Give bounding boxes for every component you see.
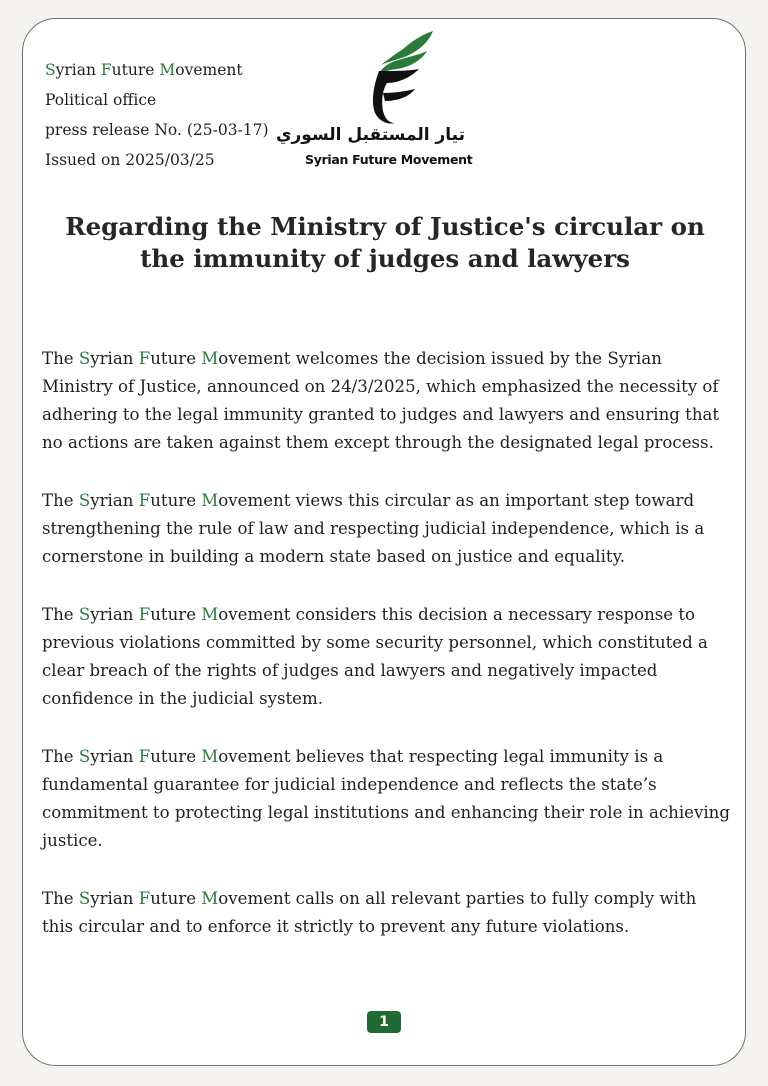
org-word-ovement: ovement [175,61,243,79]
paragraph: The Syrian Future Movement welcomes the decision issued by the Syrian Ministry of Justice, announced on 24/3/2025, which emphasized the necessity of adhering to the legal immunity granted to judges and lawyers and ensuring that no actions are taken against them except through the designated legal process. [42,349,720,452]
logo-arabic-text: تيار المستقبل السوري [275,125,465,145]
press-release-line: press release No. (25-03-17) [45,121,269,139]
title-line-1: Regarding the Ministry of Justice's circular on [65,212,705,241]
office-line: Political office [45,91,157,109]
paragraph: The Syrian Future Movement believes that respecting legal immunity is a fundamental guarantee for judicial independence and reflects the state’s commitment to protecting legal institutions and enhancing their role in achieving justice. [42,747,730,850]
org-initial-m: M [159,61,176,79]
logo-english-text: Syrian Future Movement [305,152,473,167]
org-initial-s: S [45,61,56,79]
org-word-uture: uture [111,61,160,79]
document-title [33,211,737,275]
org-name [45,55,269,85]
paragraph: The Syrian Future Movement considers this decision a necessary response to previous violations committed by some security personnel, which constituted a clear breach of the rights of judges and lawyers and negatively impacted confidence in the judicial system. [42,605,708,708]
org-word-yrian: yrian [55,61,101,79]
header-info [45,55,269,175]
document-page [22,18,746,1066]
document-body [42,345,732,971]
logo [275,31,473,181]
paragraph: The Syrian Future Movement calls on all relevant parties to fully comply with this circular and to enforce it strictly to prevent any future violations. [42,889,697,936]
issued-line: Issued on 2025/03/25 [45,151,215,169]
org-initial-f: F [100,61,112,79]
title-line-2: the immunity of judges and lawyers [140,244,630,273]
page-number-badge: 1 [367,1011,401,1033]
paragraph: The Syrian Future Movement views this circular as an important step toward strengthening the rule of law and respecting judicial independence, which is a cornerstone in building a modern state based on justice and equality. [42,491,705,566]
logo-emblem-icon [305,31,465,126]
